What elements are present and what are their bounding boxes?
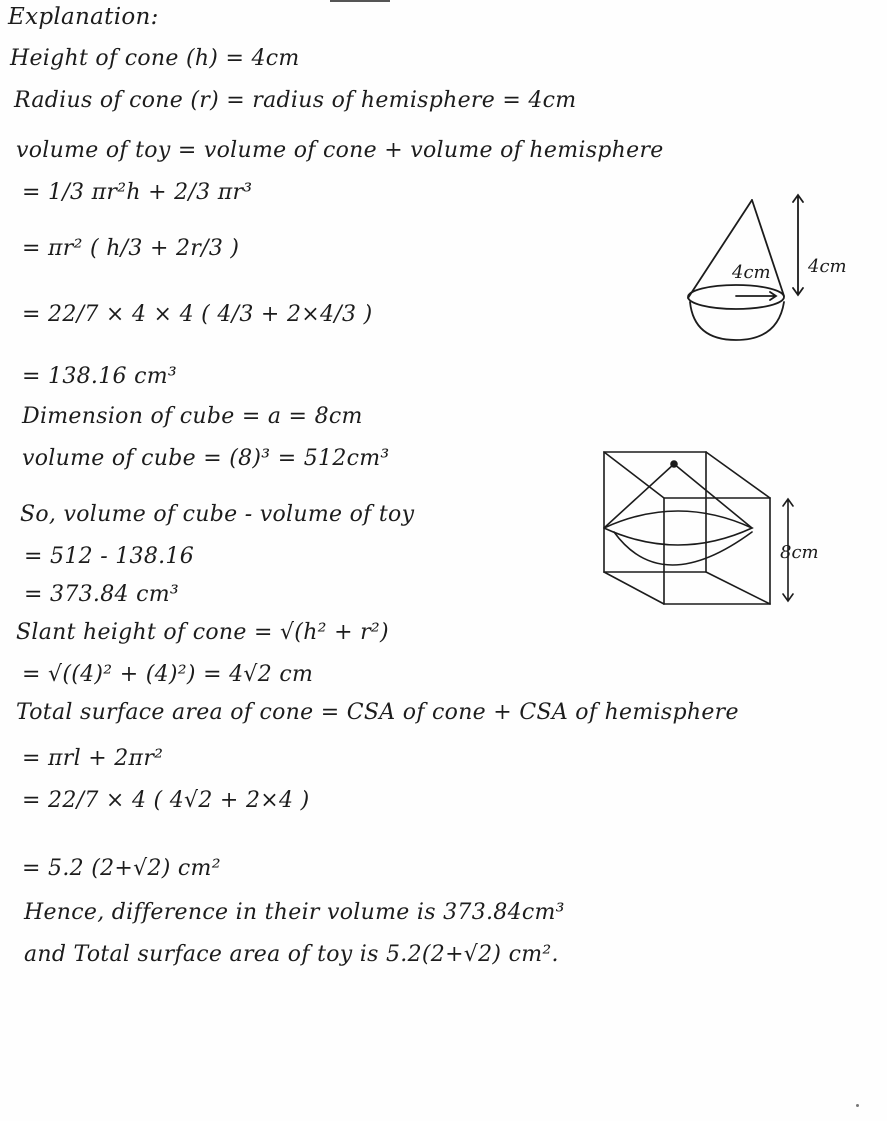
line-9: volume of cube = (8)³ = 512cm³ xyxy=(22,446,390,471)
line-7: = 138.16 cm³ xyxy=(22,364,178,389)
line-19: Hence, difference in their volume is 373.84cm³ xyxy=(24,900,565,925)
line-15: Total surface area of cone = CSA of cone + CSA of hemisphere xyxy=(16,700,739,725)
line-10: So, volume of cube - volume of toy xyxy=(20,502,415,527)
line-4: = 1/3 πr²h + 2/3 πr³ xyxy=(22,180,253,205)
top-edge-mark xyxy=(330,0,390,2)
line-3: volume of toy = volume of cone + volume of hemisphere xyxy=(16,138,664,163)
cone-base-ellipse xyxy=(688,285,784,309)
line-20: and Total surface area of toy is 5.2(2+√2) cm². xyxy=(24,942,559,967)
cube-figure xyxy=(602,448,802,618)
radius-arrow xyxy=(736,292,776,300)
toy-ellipse xyxy=(604,511,752,545)
stray-dot xyxy=(856,1104,859,1107)
line-16: = πrl + 2πr² xyxy=(22,746,164,771)
cone-radius-label: 4cm xyxy=(732,262,771,283)
cube-back-face xyxy=(664,498,770,604)
cone-height-label: 4cm xyxy=(808,256,847,277)
heading: Explanation: xyxy=(8,4,159,30)
line-2: Radius of cone (r) = radius of hemisphere = 4cm xyxy=(14,88,577,113)
line-18: = 5.2 (2+√2) cm² xyxy=(22,856,221,881)
cone-outline xyxy=(604,464,752,528)
line-11: = 512 - 138.16 xyxy=(24,544,195,569)
cone-side-left xyxy=(688,200,752,298)
line-13: Slant height of cone = √(h² + r²) xyxy=(16,620,389,645)
line-14: = √((4)² + (4)²) = 4√2 cm xyxy=(22,662,314,687)
line-8: Dimension of cube = a = 8cm xyxy=(22,404,363,429)
cone-hemisphere-figure xyxy=(680,190,880,350)
line-17: = 22/7 × 4 ( 4√2 + 2×4 ) xyxy=(22,788,310,813)
line-5: = πr² ( h/3 + 2r/3 ) xyxy=(22,236,240,261)
line-12: = 373.84 cm³ xyxy=(24,582,180,607)
cube-height-label: 8cm xyxy=(780,542,819,563)
hemisphere-curve xyxy=(690,302,784,340)
cone-apex-dot xyxy=(671,461,677,467)
line-1: Height of cone (h) = 4cm xyxy=(10,46,300,71)
height-arrow xyxy=(793,195,803,295)
line-6: = 22/7 × 4 × 4 ( 4/3 + 2×4/3 ) xyxy=(22,302,373,327)
